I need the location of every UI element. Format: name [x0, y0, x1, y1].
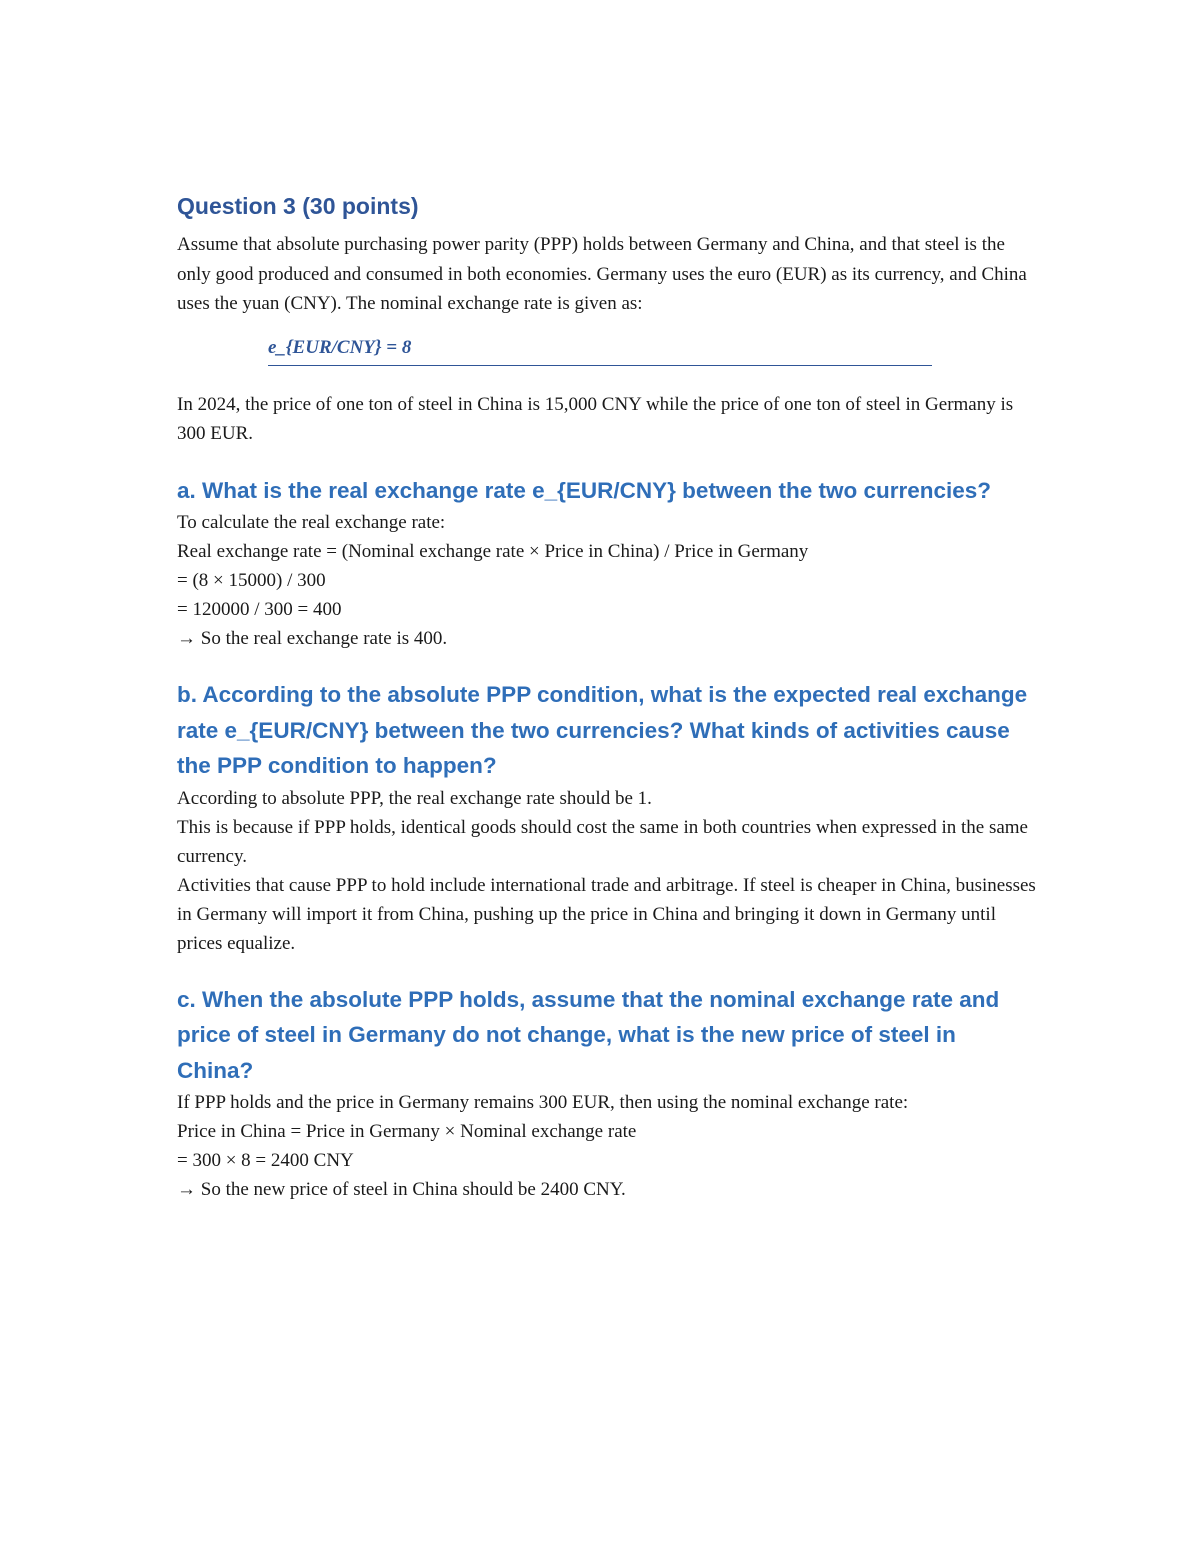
part-a-line: = 120000 / 300 = 400	[177, 599, 342, 620]
part-c-line: → So the new price of steel in China should be 2400 CNY.	[177, 1179, 626, 1200]
exchange-rate-formula: e_{EUR/CNY} = 8	[268, 336, 412, 358]
document-body	[177, 190, 1037, 1204]
part-c-line: If PPP holds and the price in Germany remains 300 EUR, then using the nominal exchange rate:	[177, 1092, 909, 1113]
part-c-line: Price in China = Price in Germany × Nominal exchange rate	[177, 1121, 637, 1142]
intro-paragraph: Assume that absolute purchasing power parity (PPP) holds between Germany and China, and that steel is the only good produced and consumed in both economies. Germany uses the euro (EUR) as its currency, and China uses the yuan (CNY). The nominal exchange rate is given as:	[177, 234, 1027, 314]
formula-block	[268, 334, 932, 366]
part-a-line: = (8 × 15000) / 300	[177, 570, 326, 591]
part-b-line: Activities that cause PPP to hold include international trade and arbitrage. If steel is cheaper in China, businesses in Germany will import it from China, pushing up the price in China and bringing it down in Germany until prices equalize.	[177, 874, 1036, 954]
part-c-line: = 300 × 8 = 2400 CNY	[177, 1150, 354, 1171]
part-b-answer	[177, 784, 1037, 958]
part-b-heading: b. According to the absolute PPP condition, what is the expected real exchange rate e_{EUR/CNY} between the two currencies? What kinds of activities cause the PPP condition to happen?	[177, 682, 1028, 778]
part-c-answer	[177, 1088, 1037, 1204]
part-b-line: According to absolute PPP, the real exchange rate should be 1.	[177, 787, 652, 809]
part-b-line: This is because if PPP holds, identical goods should cost the same in both countries when expressed in the same currency.	[177, 816, 1028, 867]
part-a-answer	[177, 508, 1037, 653]
part-a-line: → So the real exchange rate is 400.	[177, 628, 448, 649]
question-title: Question 3 (30 points)	[177, 193, 419, 219]
part-a-line: To calculate the real exchange rate:	[177, 512, 446, 533]
part-a-heading: a. What is the real exchange rate e_{EUR/CNY} between the two currencies?	[177, 477, 992, 503]
part-a-line: Real exchange rate = (Nominal exchange rate × Price in China) / Price in Germany	[177, 541, 809, 562]
setup-paragraph: In 2024, the price of one ton of steel in China is 15,000 CNY while the price of one ton of steel in Germany is 300 EUR.	[177, 393, 1014, 444]
part-c-heading: c. When the absolute PPP holds, assume that the nominal exchange rate and price of steel in Germany do not change, what is the new price of steel in China?	[177, 986, 1000, 1083]
